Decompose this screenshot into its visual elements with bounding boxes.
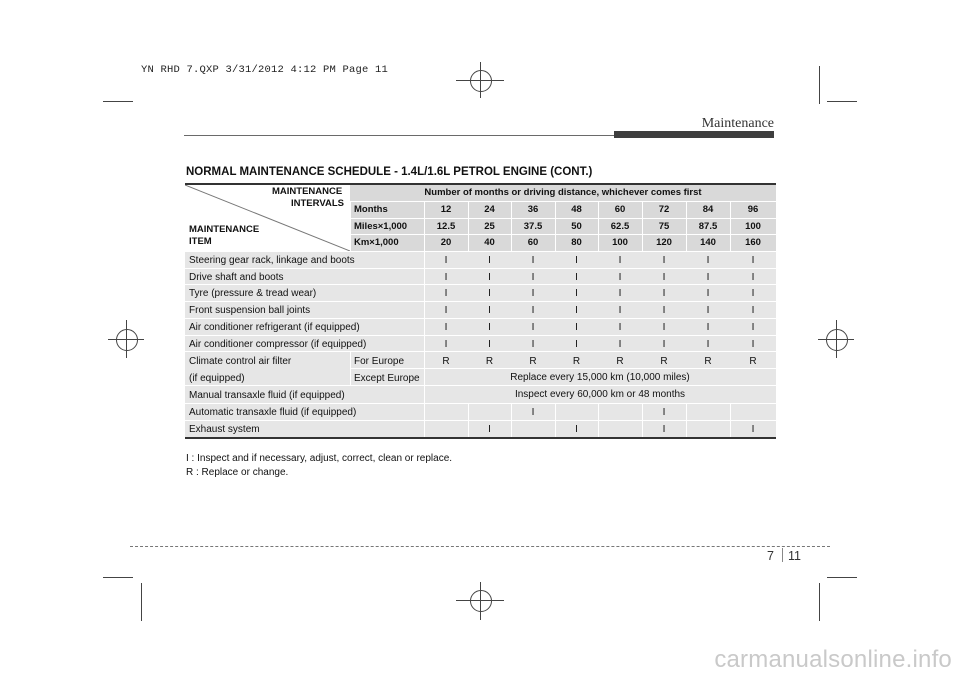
table-bottom-rule (185, 437, 776, 439)
table-cell: I (444, 305, 448, 316)
schedule-title: NORMAL MAINTENANCE SCHEDULE - 1.4L/1.6L PETROL ENGINE (CONT.) (186, 166, 593, 178)
km-cell: 140 (700, 237, 716, 248)
auto-item-label: Automatic transaxle fluid (if equipped) (189, 407, 357, 418)
table-cell: I (531, 305, 535, 316)
table-cell: I (575, 339, 578, 350)
km-cell: 120 (656, 237, 672, 248)
months-label: Months (354, 204, 388, 215)
table-cell: I (531, 288, 535, 299)
table-row-item: Drive shaft and boots (189, 272, 284, 283)
table-cell: I (575, 255, 578, 266)
exhaust-cell: I (575, 424, 578, 435)
table-cell: I (751, 255, 755, 266)
table-cell: I (751, 288, 755, 299)
filter-item-label-2: (if equipped) (189, 373, 245, 384)
miles-cell: 37.5 (523, 221, 543, 232)
miles-cell: 62.5 (610, 221, 630, 232)
km-cell: 60 (527, 237, 539, 248)
months-cell: 84 (702, 204, 714, 215)
miles-cell: 100 (745, 221, 761, 232)
corner-intervals-label: MAINTENANCE (272, 186, 343, 197)
table-cell: I (751, 322, 755, 333)
table-cell: I (751, 339, 755, 350)
corner-item-label: MAINTENANCE (189, 224, 260, 235)
table-row-item: Front suspension ball joints (189, 305, 311, 316)
table-cell: I (575, 305, 578, 316)
filter-cell: R (572, 356, 581, 367)
table-row-item: Air conditioner refrigerant (if equipped) (189, 322, 360, 333)
table-cell: I (618, 339, 622, 350)
km-cell: 160 (745, 237, 761, 248)
table-cell: I (618, 272, 622, 283)
table-cell: I (575, 272, 578, 283)
header-rule (184, 135, 614, 136)
table-cell: I (575, 322, 578, 333)
crop-mark (103, 101, 133, 102)
miles-cell: 50 (571, 221, 582, 232)
crop-mark (827, 577, 857, 578)
km-label: Km×1,000 (354, 237, 399, 248)
chapter-number: 7 (767, 549, 774, 563)
page-number: 11 (788, 549, 801, 563)
filter-cell: R (660, 356, 668, 367)
footnote-replace: R : Replace or change. (186, 467, 289, 478)
table-cell: I (531, 339, 535, 350)
table-cell: I (488, 288, 491, 299)
manual-note: Inspect every 60,000 km or 48 months (514, 389, 686, 400)
watermark: carmanualsonline.info (714, 646, 952, 673)
table-cell: I (488, 322, 491, 333)
table-cell: I (751, 272, 755, 283)
filter-cell: R (442, 356, 450, 367)
table-row-item: Tyre (pressure & tread wear) (189, 288, 317, 299)
filter-cell: R (616, 356, 624, 367)
crop-mark (103, 577, 133, 578)
months-cell: 36 (527, 204, 539, 215)
footnote-inspect: I : Inspect and if necessary, adjust, correct, clean or replace. (186, 453, 453, 464)
table-cell: I (618, 255, 622, 266)
table-cell: I (444, 272, 448, 283)
table-cell: I (706, 255, 710, 266)
table-cell: I (662, 305, 666, 316)
filter-cell: R (749, 356, 757, 367)
table-cell: I (488, 305, 491, 316)
miles-cell: 87.5 (698, 221, 718, 232)
miles-cell: 75 (658, 221, 670, 232)
table-cell: I (706, 288, 710, 299)
table-cell: I (706, 305, 710, 316)
km-cell: 80 (571, 237, 582, 248)
table-row-item: Air conditioner compressor (if equipped) (189, 339, 367, 350)
table-cell: I (488, 339, 491, 350)
table-cell: I (575, 288, 578, 299)
filter-cell: R (485, 356, 494, 367)
table-cell: I (662, 272, 666, 283)
exhaust-cell: I (751, 424, 755, 435)
months-cell: 72 (658, 204, 670, 215)
footer-dashed-rule (130, 546, 830, 547)
months-cell: 96 (747, 204, 759, 215)
filter-sub-except: Except Europe (354, 373, 420, 384)
table-cell: I (531, 322, 535, 333)
manual-item-label: Manual transaxle fluid (if equipped) (189, 390, 345, 401)
section-title: Maintenance (701, 116, 774, 131)
table-cell: I (444, 339, 448, 350)
crop-mark (819, 583, 820, 621)
miles-cell: 12.5 (436, 221, 456, 232)
table-cell: I (531, 272, 535, 283)
auto-cell: I (531, 407, 535, 418)
table-row-item: Steering gear rack, linkage and boots (189, 255, 355, 266)
table-cell: I (662, 322, 666, 333)
table-cell: I (706, 339, 710, 350)
exhaust-cell: I (662, 424, 666, 435)
header-rule-accent (614, 131, 774, 138)
table-cell: I (618, 322, 622, 333)
crop-mark (819, 66, 820, 104)
print-slug: YN RHD 7.QXP 3/31/2012 4:12 PM Page 11 (141, 64, 389, 76)
km-cell: 20 (440, 237, 452, 248)
filter-item-label: Climate control air filter (189, 356, 292, 367)
span-header: Number of months or driving distance, whichever comes first (424, 187, 702, 198)
table-cell: I (706, 272, 710, 283)
table-cell: I (444, 255, 448, 266)
months-cell: 60 (614, 204, 626, 215)
filter-except-note: Replace every 15,000 km (10,000 miles) (510, 372, 690, 383)
exhaust-cell: I (488, 424, 491, 435)
table-cell: I (751, 305, 755, 316)
table-cell: I (488, 255, 491, 266)
crop-mark (827, 101, 857, 102)
table-cell: I (618, 288, 622, 299)
crop-mark (141, 583, 142, 621)
table-cell: I (706, 322, 710, 333)
table-cell: I (531, 255, 535, 266)
months-cell: 24 (484, 204, 495, 215)
corner-item-label-2: ITEM (189, 236, 212, 247)
miles-cell: 25 (484, 221, 495, 232)
page-number-divider (782, 548, 783, 562)
filter-sub-europe: For Europe (354, 356, 405, 367)
table-cell: I (488, 272, 491, 283)
km-cell: 40 (484, 237, 495, 248)
filter-cell: R (704, 356, 712, 367)
table-cell: I (662, 288, 666, 299)
corner-intervals-label-2: INTERVALS (291, 198, 344, 209)
exhaust-item-label: Exhaust system (189, 424, 260, 435)
miles-label: Miles×1,000 (354, 221, 408, 232)
months-cell: 12 (440, 204, 452, 215)
table-cell: I (444, 288, 448, 299)
auto-cell: I (662, 407, 666, 418)
table-cell: I (662, 339, 666, 350)
filter-cell: R (529, 356, 537, 367)
months-cell: 48 (571, 204, 582, 215)
table-cell: I (618, 305, 622, 316)
table-cell: I (662, 255, 666, 266)
km-cell: 100 (612, 237, 628, 248)
table-cell: I (444, 322, 448, 333)
